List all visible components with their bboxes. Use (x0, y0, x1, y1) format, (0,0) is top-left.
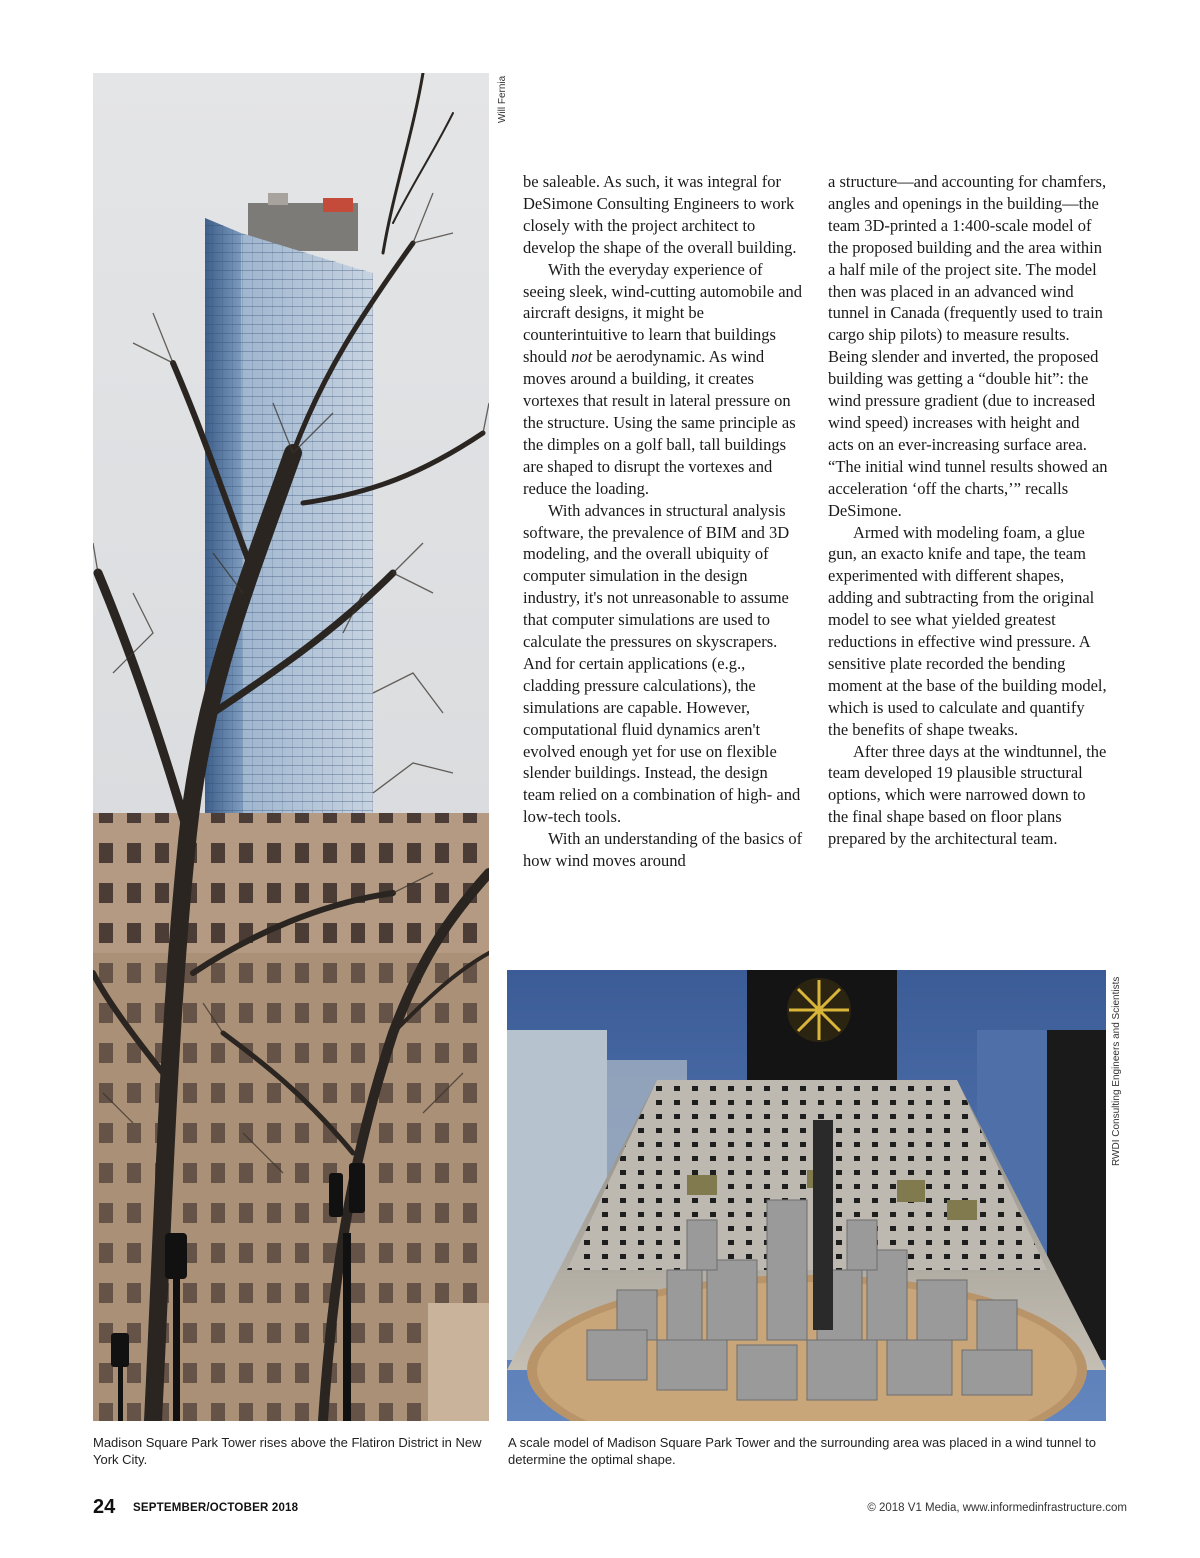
paragraph: be saleable. As such, it was integral for DeSimone Consulting Engineers to work closely with the project architect to develop the shape of the overall building. (523, 172, 797, 257)
wind-tunnel-photo-caption: A scale model of Madison Square Park Tower and the surrounding area was placed in a wind tunnel to determine the optimal shape. (508, 1435, 1097, 1467)
paragraph: With the everyday experience of seeing sleek, wind-cutting automobile and aircraft designs, it might be counterintuitive to learn that buildings should not be aerodynamic. As wind moves around a building, it creates vortexes that result in lateral pressure on the structure. Using the same principle as the dimples on a golf ball, tall buildings are shaped to disrupt the vortexes and reduce the loading. (523, 259, 803, 498)
left-photo-credit: Will Fernia (497, 75, 508, 123)
right-photo-credit: RWDI Consulting Engineers and Scientists (1111, 976, 1122, 1166)
page-number: 24 (93, 1496, 116, 1518)
paragraph: With an understanding of the basics of how wind moves around (523, 829, 803, 871)
paragraph: Armed with modeling foam, a glue gun, an exacto knife and tape, the team experimented with different shapes, adding and subtracting from the original model to see what yielded greatest reductions in effective wind pressure. A sensitive plate recorded the bending moment at the base of the building model, which is used to calculate and quantify the benefits of shape tweaks. (828, 522, 1107, 739)
article-column-2 (828, 171, 1108, 850)
issue-date: SEPTEMBER/OCTOBER 2018 (133, 1502, 299, 1514)
wind-tunnel-photo-graphic (507, 970, 1106, 1421)
paragraph: With advances in structural analysis software, the prevalence of BIM and 3D modeling, and the overall ubiquity of computer simulation in the design industry, it's not unreasonable to assume that computer simulations are used to calculate the pressures on skyscrapers. And for certain applications (e.g., cladding pressure calculations), the simulations are capable. However, computational fluid dynamics aren't evolved enough yet for use on flexible slender buildings. Instead, the design team relied on a combination of high- and low-tech tools. (523, 500, 801, 827)
tower-photo-caption: Madison Square Park Tower rises above the Flatiron District in New York City. (93, 1435, 482, 1467)
paragraph: After three days at the windtunnel, the team developed 19 plausible structural options, which were narrowed down to the final shape based on floor plans prepared by the architectural team. (828, 741, 1107, 849)
wind-tunnel-photo (507, 970, 1106, 1421)
copyright-notice: © 2018 V1 Media, www.informedinfrastructure.com (867, 1502, 1127, 1514)
page-footer (93, 1496, 1127, 1522)
tower-photo-graphic (93, 73, 489, 1421)
paragraph: a structure—and accounting for chamfers, angles and openings in the building—the team 3D-printed a 1:400-scale model of the proposed building and the area within a half mile of the project site. The model then was placed in an advanced wind tunnel in Canada (frequently used to train cargo ship pilots) to measure results. Being slender and inverted, the proposed building was getting a “double hit”: the wind pressure gradient (due to increased wind speed) increases with height and acts on an ever-increasing surface area. “The initial wind tunnel results showed an acceleration ‘off the charts,’” recalls DeSimone. (828, 172, 1108, 520)
article-column-1 (523, 171, 803, 872)
tower-photo (93, 73, 489, 1421)
